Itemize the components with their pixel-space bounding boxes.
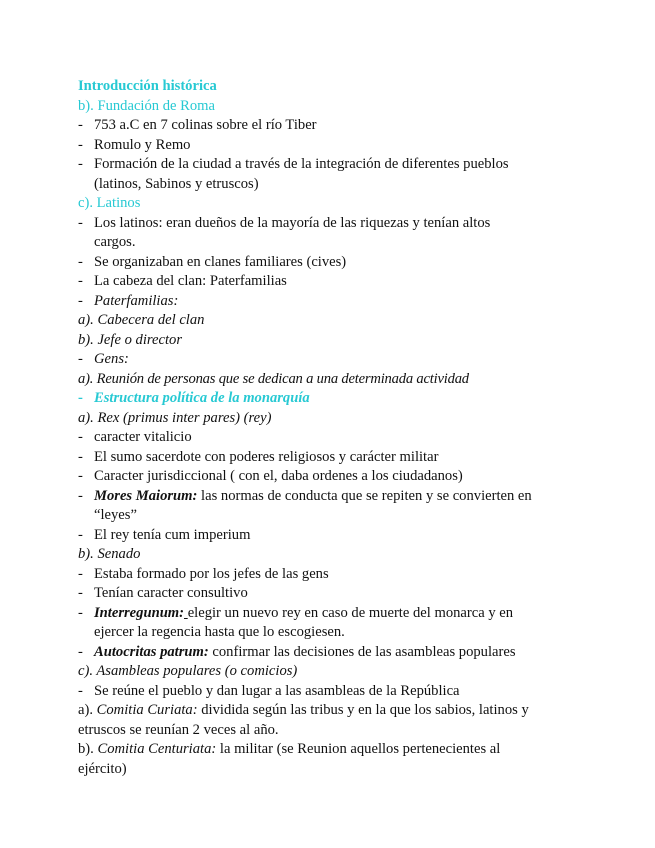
list-item: - Estaba formado por los jefes de las gens (78, 565, 329, 582)
auctoritas-term: Autocritas patrum: (94, 643, 209, 660)
comitia-curiata: a). Comitia Curiata: dividida según las tribus y en la que los sabios, latinos y (78, 702, 529, 718)
list-item: - Paterfamilias: (78, 292, 179, 309)
mores-term: Mores Maiorum: (94, 487, 198, 504)
list-item: - Mores Maiorum: las normas de conducta que se repiten y se convierten en (78, 487, 532, 504)
senado-heading: b). Senado (78, 546, 141, 562)
list-item: - Romulo y Remo (78, 136, 191, 153)
list-item: - El sumo sacerdote con poderes religiosos y carácter militar (78, 448, 439, 465)
list-item: - Se organizaban en clanes familiares (cives) (78, 253, 347, 270)
list-item: - El rey tenía cum imperium (78, 526, 251, 543)
list-item: - Se reúne el pueblo y dan lugar a las asambleas de la República (78, 682, 460, 699)
list-item: - caracter vitalicio (78, 429, 192, 445)
comitia-curiata-cont: etruscos se reunían 2 veces al año. (78, 721, 279, 738)
section-latinos: c). Latinos (78, 195, 141, 211)
paterfamilias-a: a). Cabecera del clan (78, 312, 205, 328)
gens-a: a). Reunión de personas que se dedican a una determinada actividad (78, 370, 469, 387)
comitia-centuriata-cont: ejército) (78, 760, 127, 777)
list-item: - Gens: (78, 351, 129, 367)
list-item: - La cabeza del clan: Paterfamilias (78, 273, 287, 289)
list-item: - 753 a.C en 7 colinas sobre el río Tiber (78, 117, 317, 133)
comitia-centuriata: b). Comitia Centuriata: la militar (se Reunion aquellos pertenecientes al (78, 741, 501, 757)
paterfamilias-b: b). Jefe o director (78, 331, 183, 348)
rex-heading: a). Rex (primus inter pares) (rey) (78, 409, 272, 426)
list-item: - Tenían caracter consultivo (78, 585, 248, 601)
list-item: - Caracter jurisdiccional ( con el, daba ordenes a los ciudadanos) (78, 468, 463, 484)
interregnum-term: Interregunum: (94, 604, 185, 621)
list-item: - Los latinos: eran dueños de la mayoría de las riquezas y tenían altos (78, 214, 491, 231)
list-item-continuation: “leyes” (94, 507, 137, 523)
list-item-continuation: (latinos, Sabinos y etruscos) (94, 175, 259, 192)
document-body (78, 77, 598, 779)
list-item: - Formación de la ciudad a través de la integración de diferentes pueblos (78, 156, 509, 172)
list-item: - Interregunum: elegir un nuevo rey en caso de muerte del monarca y en (78, 604, 514, 621)
section-fundacion: b). Fundación de Roma (78, 97, 215, 114)
section-estructura: - Estructura política de la monarquía (78, 390, 310, 406)
asambleas-heading: c). Asambleas populares (o comicios) (78, 663, 298, 679)
list-item-continuation: cargos. (94, 234, 136, 250)
page-heading: Introducción histórica (78, 78, 217, 94)
list-item: - Autocritas patrum: confirmar las decisiones de las asambleas populares (78, 643, 516, 660)
list-item-continuation: ejercer la regencia hasta que lo escogiesen. (94, 624, 345, 640)
